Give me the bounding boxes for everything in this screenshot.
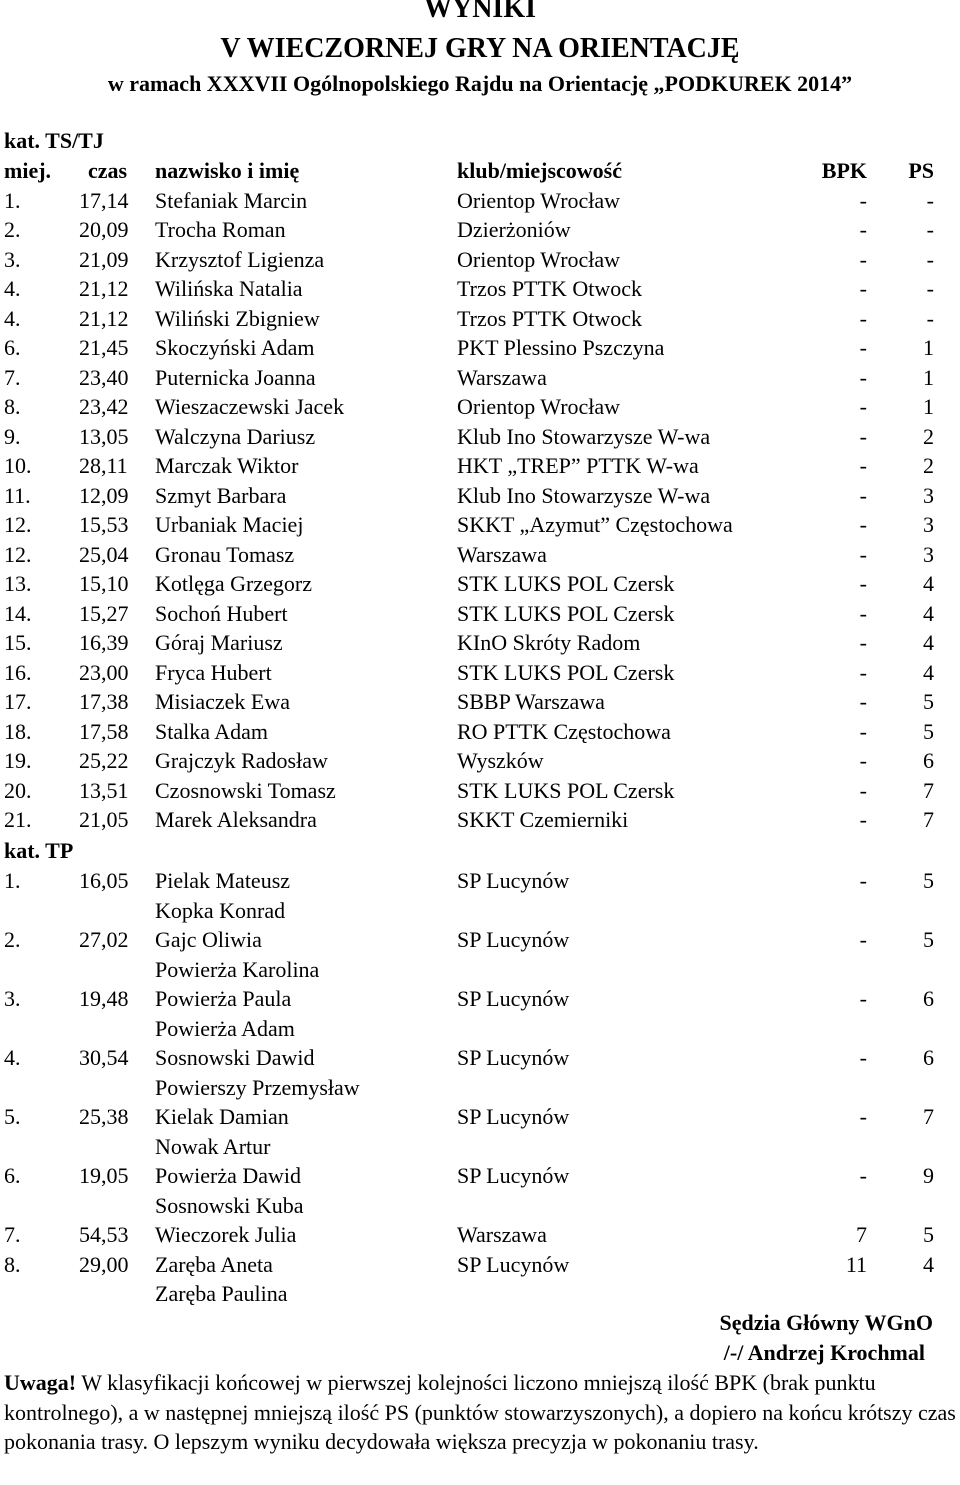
cell-club: SP Lucynów [457, 986, 570, 1011]
cell-bpk: - [859, 868, 867, 893]
cell-place: 12. [4, 512, 32, 537]
cell-time: 21,05 [79, 807, 129, 832]
cell-bpk: - [859, 453, 867, 478]
cell-bpk: - [859, 187, 867, 213]
table-row [0, 776, 960, 806]
cell-bpk: - [859, 777, 867, 803]
cell-time: 54,53 [79, 1222, 129, 1247]
cell-club: Orientop Wrocław [457, 246, 621, 272]
cell-club: SKKT „Azymut” Częstochowa [457, 512, 733, 537]
table-row [0, 1191, 960, 1221]
table-row [0, 245, 960, 275]
cell-bpk: - [859, 659, 867, 685]
event-subtitle: w ramach XXXVII Ogólnopolskiego Rajdu na Orientację „PODKUREK 2014” [107, 71, 853, 96]
cell-club: Klub Ino Stowarzysze W-wa [457, 482, 711, 508]
cell-ps: 2 [923, 453, 934, 478]
table-row [0, 333, 960, 363]
table-row [0, 304, 960, 334]
cell-name: Pielak Mateusz [155, 868, 291, 893]
cell-place: 11. [4, 482, 31, 508]
cell-name: Urbaniak Maciej [155, 512, 304, 537]
cell-bpk: - [859, 718, 867, 744]
cell-club: PKT Plessino Pszczyna [457, 335, 665, 360]
cell-time: 25,38 [79, 1104, 129, 1129]
cell-ps: 4 [923, 659, 934, 685]
cell-name: Skoczyński Adam [155, 335, 315, 360]
cell-time: 21,09 [79, 246, 129, 272]
results-table-ts-tj [0, 156, 960, 835]
chief-judge-name: /-/ Andrzej Krochmal [723, 1340, 925, 1365]
cell-ps: - [926, 187, 934, 213]
cell-ps: 2 [923, 423, 934, 449]
table-row [0, 866, 960, 896]
cell-name: Sochoń Hubert [155, 600, 288, 626]
cell-name: Czosnowski Tomasz [155, 777, 336, 803]
cell-ps: 5 [923, 927, 934, 952]
cell-bpk: - [859, 571, 867, 596]
cell-name: Powierszy Przemysław [155, 1074, 360, 1100]
cell-bpk: - [859, 600, 867, 626]
cell-bpk: - [859, 1045, 867, 1070]
cell-name: Zaręba Paulina [155, 1281, 288, 1306]
cell-name: Nowak Artur [155, 1133, 271, 1159]
cell-name: Powierża Dawid [155, 1163, 302, 1188]
cell-bpk: - [859, 630, 867, 655]
cell-club: KInO Skróty Radom [457, 630, 641, 655]
cell-time: 30,54 [79, 1045, 129, 1070]
cell-ps: 4 [923, 600, 934, 626]
cell-club: Warszawa [457, 541, 547, 567]
cell-name: Marczak Wiktor [155, 453, 299, 478]
cell-ps: 7 [923, 777, 934, 803]
cell-bpk: 7 [856, 1222, 867, 1247]
cell-name: Powierża Karolina [155, 956, 320, 982]
cell-name: Walczyna Dariusz [155, 423, 316, 449]
table-row [0, 540, 960, 570]
table-row [0, 1014, 960, 1044]
cell-time: 19,05 [79, 1163, 129, 1188]
cell-time: 17,58 [79, 718, 129, 744]
table-row [0, 1132, 960, 1162]
column-header-name: nazwisko i imię [155, 158, 300, 183]
cell-club: STK LUKS POL Czersk [457, 659, 675, 685]
cell-ps: 6 [923, 986, 934, 1011]
cell-place: 7. [4, 1222, 21, 1247]
cell-time: 25,04 [79, 541, 129, 567]
cell-ps: - [926, 217, 934, 242]
table-row [0, 805, 960, 835]
cell-time: 29,00 [79, 1251, 129, 1277]
cell-bpk: - [859, 541, 867, 567]
cell-time: 17,14 [79, 187, 129, 213]
cell-club: SBBP Warszawa [457, 689, 605, 714]
cell-name: Stefaniak Marcin [155, 187, 308, 213]
cell-name: Szmyt Barbara [155, 482, 287, 508]
cell-name: Misiaczek Ewa [155, 689, 290, 714]
cell-time: 17,38 [79, 689, 129, 714]
cell-time: 28,11 [79, 453, 128, 478]
cell-place: 4. [4, 1045, 21, 1070]
cell-place: 18. [4, 718, 32, 744]
cell-bpk: - [859, 689, 867, 714]
cell-club: SKKT Czemierniki [457, 807, 629, 832]
cell-time: 27,02 [79, 927, 129, 952]
cell-name: Stalka Adam [155, 718, 269, 744]
cell-place: 3. [4, 246, 21, 272]
cell-club: SP Lucynów [457, 1104, 570, 1129]
cell-club: Wyszków [457, 748, 544, 773]
table-row [0, 717, 960, 747]
cell-ps: - [926, 246, 934, 272]
cell-ps: 4 [923, 571, 934, 596]
cell-name: Wieczorek Julia [155, 1222, 297, 1247]
table-row [0, 422, 960, 452]
cell-ps: 6 [923, 748, 934, 773]
cell-time: 16,39 [79, 630, 129, 655]
cell-place: 15. [4, 630, 32, 655]
cell-ps: 5 [923, 868, 934, 893]
cell-bpk: - [859, 1163, 867, 1188]
cell-time: 23,40 [79, 364, 129, 390]
cell-place: 8. [4, 1251, 21, 1277]
table-row [0, 687, 960, 717]
cell-ps: 3 [923, 541, 934, 567]
cell-place: 4. [4, 305, 21, 331]
table-row [0, 955, 960, 985]
cell-place: 8. [4, 394, 21, 419]
cell-place: 4. [4, 276, 21, 301]
cell-name: Marek Aleksandra [155, 807, 317, 832]
cell-ps: 1 [923, 335, 934, 360]
cell-bpk: - [859, 305, 867, 331]
cell-place: 7. [4, 364, 21, 390]
cell-name: Gronau Tomasz [155, 541, 295, 567]
table-header [0, 156, 960, 186]
cell-time: 21,12 [79, 305, 129, 331]
event-title: V WIECZORNEJ GRY NA ORIENTACJĘ [220, 33, 740, 64]
note-paragraph [4, 1368, 958, 1457]
cell-name: Gajc Oliwia [155, 927, 262, 952]
cell-name: Wilińska Natalia [155, 276, 303, 301]
cell-name: Powierża Adam [155, 1015, 295, 1041]
cell-ps: 1 [923, 394, 934, 419]
cell-time: 13,05 [79, 423, 129, 449]
category-tp-label: kat. TP [4, 838, 74, 863]
cell-time: 23,42 [79, 394, 129, 419]
cell-place: 17. [4, 689, 32, 714]
category-ts-tj-label: kat. TS/TJ [4, 128, 104, 153]
cell-place: 19. [4, 748, 32, 773]
table-row [0, 1102, 960, 1132]
cell-place: 5. [4, 1104, 21, 1129]
table-row [0, 628, 960, 658]
table-row [0, 451, 960, 481]
cell-name: Kopka Konrad [155, 897, 286, 923]
cell-place: 1. [4, 187, 21, 213]
cell-club: Orientop Wrocław [457, 187, 621, 213]
cell-bpk: - [859, 364, 867, 390]
cell-ps: 9 [923, 1163, 934, 1188]
cell-ps: - [926, 276, 934, 301]
cell-place: 6. [4, 1163, 21, 1188]
cell-bpk: - [859, 217, 867, 242]
cell-place: 1. [4, 868, 21, 893]
cell-ps: - [926, 305, 934, 331]
cell-name: Trocha Roman [155, 217, 286, 242]
cell-place: 6. [4, 335, 21, 360]
table-row [0, 1220, 960, 1250]
page-title: WYNIKI [423, 0, 536, 24]
cell-name: Kielak Damian [155, 1104, 289, 1129]
cell-time: 13,51 [79, 777, 129, 803]
cell-bpk: - [859, 423, 867, 449]
cell-ps: 3 [923, 512, 934, 537]
cell-club: Klub Ino Stowarzysze W-wa [457, 423, 711, 449]
cell-place: 13. [4, 571, 32, 596]
cell-bpk: - [859, 394, 867, 419]
cell-ps: 7 [923, 1104, 934, 1129]
cell-ps: 6 [923, 1045, 934, 1070]
cell-club: HKT „TREP” PTTK W-wa [457, 453, 699, 478]
column-header-club: klub/miejscowość [457, 158, 622, 183]
cell-ps: 3 [923, 482, 934, 508]
cell-bpk: - [859, 1104, 867, 1129]
cell-club: SP Lucynów [457, 927, 570, 952]
cell-name: Puternicka Joanna [155, 364, 316, 390]
cell-time: 25,22 [79, 748, 129, 773]
cell-bpk: - [859, 986, 867, 1011]
cell-time: 19,48 [79, 986, 129, 1011]
cell-club: Trzos PTTK Otwock [457, 276, 642, 301]
table-row [0, 215, 960, 245]
column-header-time: czas [88, 158, 128, 183]
cell-name: Powierża Paula [155, 986, 292, 1011]
cell-place: 10. [4, 453, 32, 478]
table-row [0, 984, 960, 1014]
cell-club: SP Lucynów [457, 1251, 570, 1277]
cell-place: 12. [4, 541, 32, 567]
table-row [0, 1043, 960, 1073]
cell-name: Wieszaczewski Jacek [155, 394, 345, 419]
table-row [0, 1250, 960, 1280]
cell-time: 15,53 [79, 512, 129, 537]
cell-name: Sosnowski Dawid [155, 1045, 315, 1070]
cell-time: 23,00 [79, 659, 129, 685]
cell-time: 21,12 [79, 276, 129, 301]
cell-club: Trzos PTTK Otwock [457, 305, 642, 331]
cell-club: SP Lucynów [457, 1045, 570, 1070]
table-row [0, 569, 960, 599]
cell-name: Kotlęga Grzegorz [155, 571, 312, 596]
table-row [0, 510, 960, 540]
cell-place: 16. [4, 659, 32, 685]
cell-bpk: - [859, 748, 867, 773]
cell-ps: 7 [923, 807, 934, 832]
table-row [0, 481, 960, 511]
cell-name: Góraj Mariusz [155, 630, 283, 655]
cell-club: Orientop Wrocław [457, 394, 621, 419]
cell-bpk: - [859, 482, 867, 508]
cell-name: Krzysztof Ligienza [155, 246, 325, 272]
cell-ps: 5 [923, 1222, 934, 1247]
cell-place: 2. [4, 217, 21, 242]
cell-time: 12,09 [79, 482, 129, 508]
cell-bpk: - [859, 807, 867, 832]
cell-bpk: - [859, 927, 867, 952]
cell-place: 9. [4, 423, 21, 449]
cell-place: 20. [4, 777, 32, 803]
cell-place: 3. [4, 986, 21, 1011]
cell-club: SP Lucynów [457, 868, 570, 893]
table-row [0, 274, 960, 304]
table-row [0, 599, 960, 629]
column-header-bpk: BPK [821, 158, 867, 183]
cell-bpk: - [859, 512, 867, 537]
table-row [0, 186, 960, 216]
cell-club: Warszawa [457, 1222, 547, 1247]
cell-bpk: - [859, 276, 867, 301]
cell-name: Fryca Hubert [155, 659, 272, 685]
cell-name: Sosnowski Kuba [155, 1192, 304, 1218]
cell-bpk: - [859, 246, 867, 272]
cell-club: RO PTTK Częstochowa [457, 718, 671, 744]
cell-bpk: 11 [845, 1251, 867, 1277]
table-row [0, 896, 960, 926]
results-table-tp [0, 866, 960, 1309]
table-row [0, 925, 960, 955]
cell-club: Dzierżoniów [457, 217, 571, 242]
cell-name: Zaręba Aneta [155, 1251, 273, 1277]
note-label: Uwaga! [4, 1370, 77, 1395]
cell-ps: 5 [923, 689, 934, 714]
cell-ps: 4 [923, 630, 934, 655]
column-header-place: miej. [4, 158, 52, 183]
chief-judge-title: Sędzia Główny WGnO [719, 1310, 933, 1335]
cell-place: 21. [4, 807, 32, 832]
column-header-ps: PS [908, 158, 934, 183]
table-row [0, 1073, 960, 1103]
table-row [0, 658, 960, 688]
cell-club: STK LUKS POL Czersk [457, 600, 675, 626]
cell-time: 20,09 [79, 217, 129, 242]
cell-club: Warszawa [457, 364, 547, 390]
note-text: W klasyfikacji końcowej w pierwszej kolejności liczono mniejszą ilość BPK (brak punktu kontrolnego), a w następnej mniejszą ilość PS (punktów stowarzyszonych), a dopiero na końcu krótszy czas pokonania trasy. O lepszym wyniku decydowała większa precyzja w pokonaniu trasy. [4, 1370, 956, 1454]
cell-bpk: - [859, 335, 867, 360]
cell-club: STK LUKS POL Czersk [457, 777, 675, 803]
table-row [0, 363, 960, 393]
cell-place: 2. [4, 927, 21, 952]
table-row [0, 392, 960, 422]
cell-ps: 5 [923, 718, 934, 744]
cell-time: 21,45 [79, 335, 129, 360]
cell-name: Grajczyk Radosław [155, 748, 328, 773]
cell-ps: 1 [923, 364, 934, 390]
table-row [0, 746, 960, 776]
cell-time: 16,05 [79, 868, 129, 893]
cell-club: STK LUKS POL Czersk [457, 571, 675, 596]
cell-name: Wiliński Zbigniew [155, 305, 320, 331]
cell-time: 15,10 [79, 571, 129, 596]
cell-time: 15,27 [79, 600, 129, 626]
cell-place: 14. [4, 600, 32, 626]
table-row [0, 1279, 960, 1309]
cell-club: SP Lucynów [457, 1163, 570, 1188]
cell-ps: 4 [923, 1251, 934, 1277]
table-row [0, 1161, 960, 1191]
